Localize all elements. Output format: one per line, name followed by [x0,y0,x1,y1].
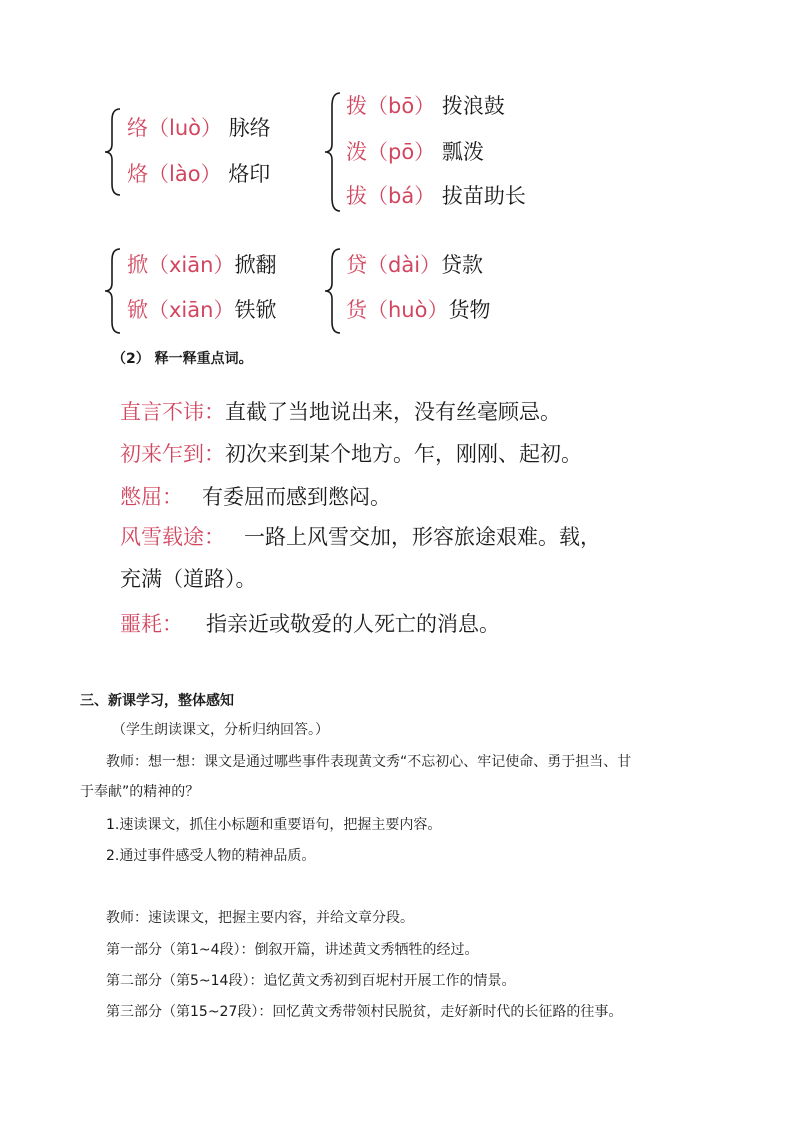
char: 贷 [346,253,367,277]
vocab-item-3 [120,481,391,511]
section-3-heading: 三、新课学习，整体感知 [80,693,234,709]
pinyin: （xiān） [148,298,235,322]
vocab-item-4 [120,521,601,551]
word: 烙印 [228,162,271,186]
vocab-term: 憋屈： [120,485,183,509]
group-3-row-1 [127,249,276,279]
group-1-row-1 [127,112,271,142]
vocab-item-1 [120,396,561,426]
vocab-item-5 [120,608,500,638]
pinyin: （lào） [148,162,222,186]
section-2-heading: （2） 释一释重点词。 [112,351,253,367]
group-1-row-2 [127,158,270,188]
pinyin: （huò） [367,298,449,322]
vocab-def: 有委屈而感到憋闷。 [202,485,391,509]
char: 货 [346,298,367,322]
pinyin: （xiān） [148,253,235,277]
char: 拨 [346,94,367,118]
word: 铁锨 [234,298,277,322]
vocab-def: 直截了当地说出来，没有丝毫顾忌。 [225,400,561,424]
part-1: 第一部分（第1~4段）：倒叙开篇，讲述黄文秀牺牲的经过。 [106,942,479,958]
teacher-instruction: 教师：速读课文，把握主要内容，并给文章分段。 [106,910,414,926]
vocab-term: 风雪载途： [120,525,225,549]
section-3-note: （学生朗读课文，分析归纳回答。） [112,722,329,738]
teacher-question-line-1: 教师：想一想：课文是通过哪些事件表现黄文秀“不忘初心、牢记使命、勇于担当、甘 [106,754,632,770]
char: 泼 [346,140,367,164]
char: 烙 [127,162,148,186]
vocab-item-4-continued: 充满（道路）。 [120,567,257,591]
pinyin: （luò） [148,116,222,140]
vocab-item-2 [120,438,582,468]
group-2-row-3 [346,180,526,210]
word: 货物 [448,298,491,322]
task-item-2: 2.通过事件感受人物的精神品质。 [106,848,316,864]
vocab-def: 指亲近或敬爱的人死亡的消息。 [206,612,500,636]
word: 贷款 [441,253,484,277]
word: 脉络 [228,116,271,140]
part-2: 第二部分（第5~14段）：追忆黄文秀初到百坭村开展工作的情景。 [106,973,516,989]
char: 拔 [346,184,367,208]
word: 掀翻 [234,253,277,277]
word: 瓢泼 [441,140,484,164]
group-4-row-2 [346,294,490,324]
group-4-row-1 [346,249,483,279]
group-3-row-2 [127,294,276,324]
pinyin: （pō） [367,140,436,164]
pinyin: （bō） [367,94,436,118]
vocab-term: 初来乍到： [120,442,225,466]
task-item-1: 1.速读课文，抓住小标题和重要语句，把握主要内容。 [106,817,442,833]
brace-group-2 [324,92,342,212]
brace-group-3 [104,248,122,334]
word: 拔苗助长 [441,184,526,208]
vocab-term: 直言不讳： [120,400,225,424]
teacher-question-line-2: 于奉献”的精神的？ [80,784,200,800]
vocab-term: 噩耗： [120,612,183,636]
char: 锨 [127,298,148,322]
vocab-def: 一路上风雪交加，形容旅途艰难。载， [244,525,601,549]
pinyin: （dài） [367,253,442,277]
group-2-row-2 [346,136,484,166]
word: 拨浪鼓 [441,94,505,118]
brace-group-1 [104,108,122,196]
group-2-row-1 [346,90,505,120]
char: 掀 [127,253,148,277]
part-3: 第三部分（第15~27段）：回忆黄文秀带领村民脱贫，走好新时代的长征路的往事。 [106,1004,623,1020]
vocab-def: 初次来到某个地方。乍，刚刚、起初。 [225,442,582,466]
pinyin: （bá） [367,184,436,208]
brace-group-4 [324,248,342,334]
char: 络 [127,116,148,140]
